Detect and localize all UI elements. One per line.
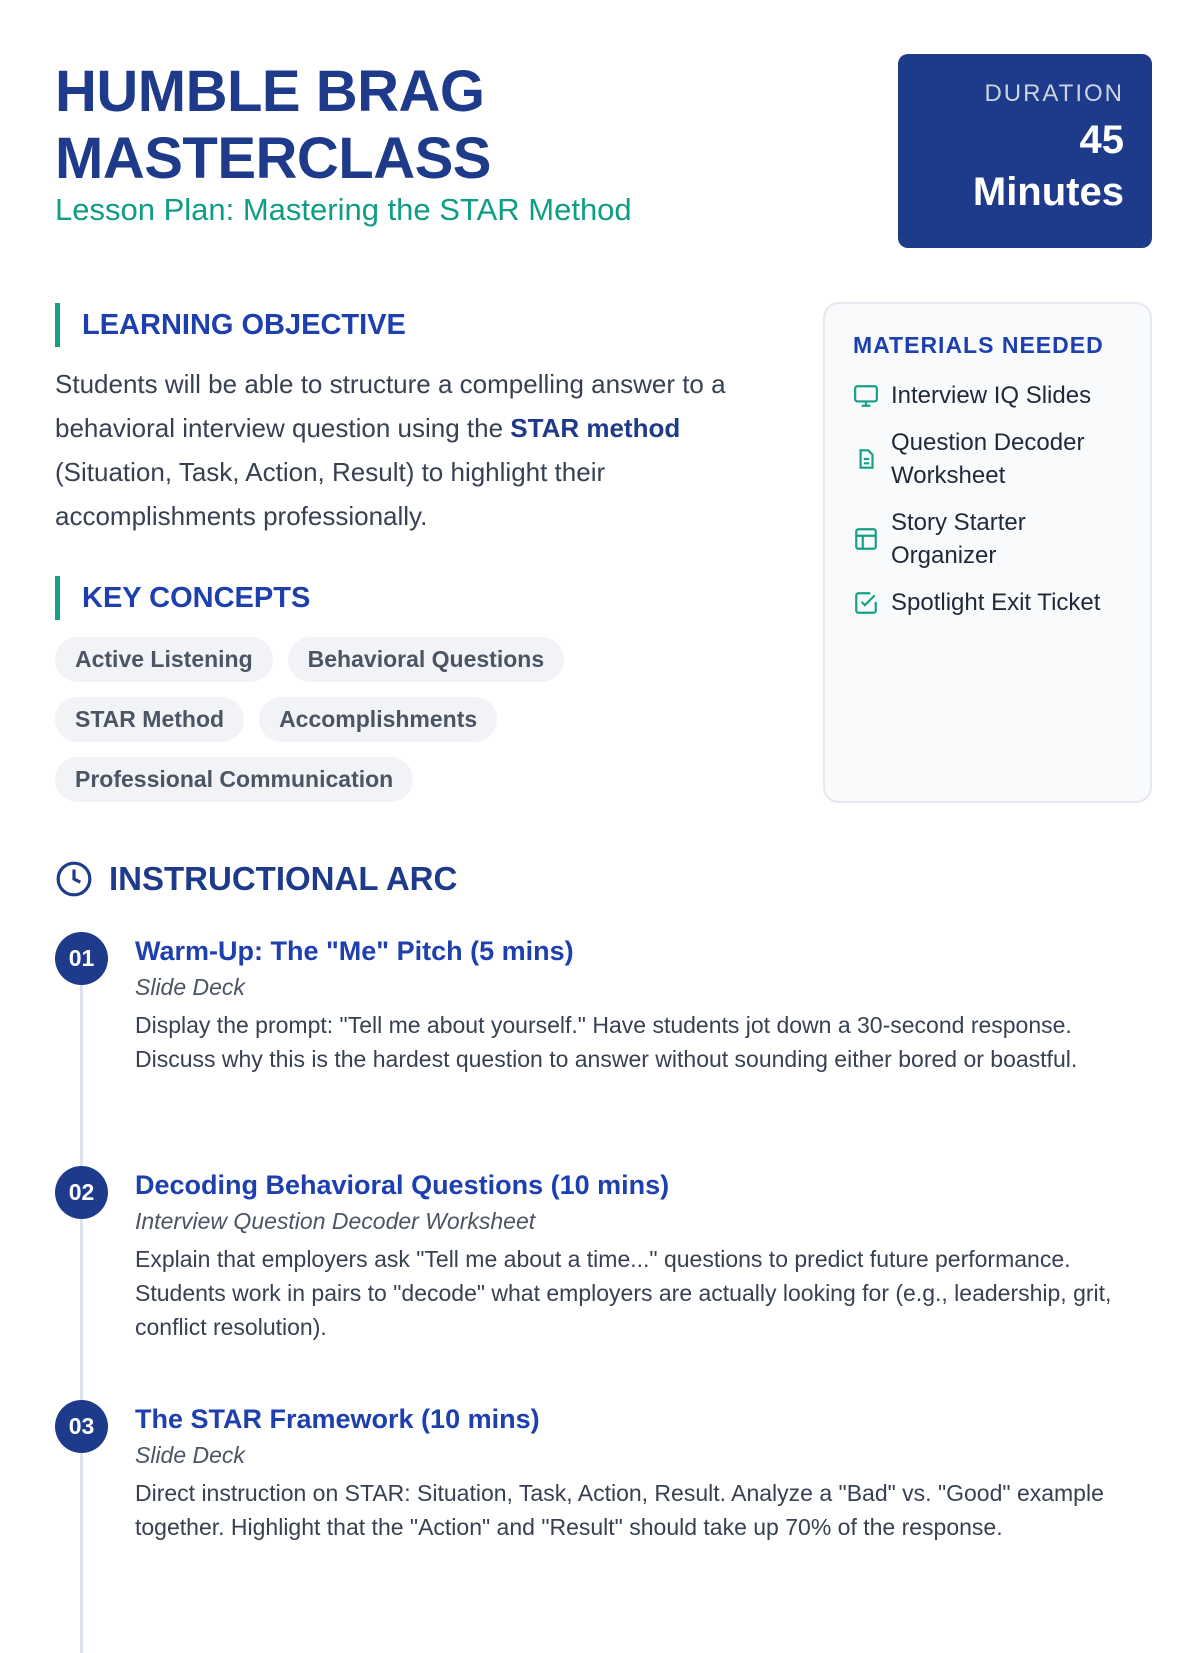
step-description: Direct instruction on STAR: Situation, Task, Action, Result. Analyze a "Bad" vs. "Good" example together. Highlight that the "Action" and "Result" should take up 70% of the response. [135, 1480, 1104, 1540]
key-concepts-heading: KEY CONCEPTS [55, 576, 310, 620]
materials-card [823, 302, 1152, 803]
duration-label: DURATION [984, 80, 1124, 107]
step-number: 03 [55, 1400, 108, 1453]
material-item [853, 426, 1122, 492]
concept-tag: STAR Method [55, 697, 244, 742]
concept-tag: Active Listening [55, 637, 273, 682]
step-description: Display the prompt: "Tell me about yourself." Have students jot down a 30-second response. Discuss why this is the hardest question to answer without sounding either bored or boastful. [135, 1012, 1078, 1072]
step-number: 02 [55, 1166, 108, 1219]
material-item [853, 379, 1122, 412]
page-subtitle: Lesson Plan: Mastering the STAR Method [55, 192, 632, 227]
step-description: Explain that employers ask "Tell me about a time..." questions to predict future performance. Students work in pairs to "decode" what employers are actually looking for (e.g., leadership, grit, conflict resolution). [135, 1246, 1112, 1340]
concept-tag: Professional Communication [55, 757, 413, 802]
arc-heading-text: INSTRUCTIONAL ARC [109, 860, 458, 897]
monitor-icon [853, 383, 879, 409]
material-label: Spotlight Exit Ticket [891, 589, 1101, 616]
materials-heading: MATERIALS NEEDED [853, 332, 1104, 358]
learning-objective-text [55, 362, 755, 538]
step-title: Decoding Behavioral Questions (10 mins) [135, 1170, 670, 1200]
learning-objective-heading: LEARNING OBJECTIVE [55, 303, 406, 347]
objective-text-end: (Situation, Task, Action, Result) to highlight their accomplishments professionally. [55, 457, 606, 531]
timeline-line [80, 1219, 83, 1424]
step-resource: Slide Deck [135, 974, 245, 1000]
material-item [853, 586, 1122, 619]
checkbox-icon [853, 590, 879, 616]
step-resource: Slide Deck [135, 1442, 245, 1468]
duration-card [898, 54, 1152, 248]
step-title: The STAR Framework (10 mins) [135, 1404, 540, 1434]
layout-icon [853, 526, 879, 552]
objective-highlight: STAR method [510, 413, 681, 443]
concept-tag: Accomplishments [259, 697, 497, 742]
material-label: Story Starter Organizer [891, 509, 1026, 569]
title-line-2: MASTERCLASS [55, 126, 491, 191]
concept-tag: Behavioral Questions [288, 637, 564, 682]
instructional-arc-heading [55, 860, 457, 898]
title-line-1: HUMBLE BRAG [55, 59, 485, 124]
objective-text-start: Students will be able to structure a compelling answer to a behavioral interview question using the [55, 369, 726, 443]
document-icon [853, 446, 879, 472]
step-number: 01 [55, 932, 108, 985]
duration-unit: Minutes [972, 170, 1124, 214]
step-title: Warm-Up: The "Me" Pitch (5 mins) [135, 936, 574, 966]
step-resource: Interview Question Decoder Worksheet [135, 1208, 536, 1234]
arc-step [55, 1166, 1155, 1344]
timeline-line [80, 985, 83, 1190]
arc-step [55, 932, 1155, 1076]
clock-icon [55, 860, 93, 898]
page-title [55, 58, 491, 192]
material-label: Interview IQ Slides [891, 382, 1092, 409]
material-item [853, 506, 1122, 572]
material-label: Question Decoder Worksheet [891, 429, 1085, 489]
concept-tags [55, 637, 615, 802]
timeline-line [80, 1453, 83, 1653]
arc-step [55, 1400, 1155, 1544]
duration-value: 45 [1079, 118, 1124, 162]
